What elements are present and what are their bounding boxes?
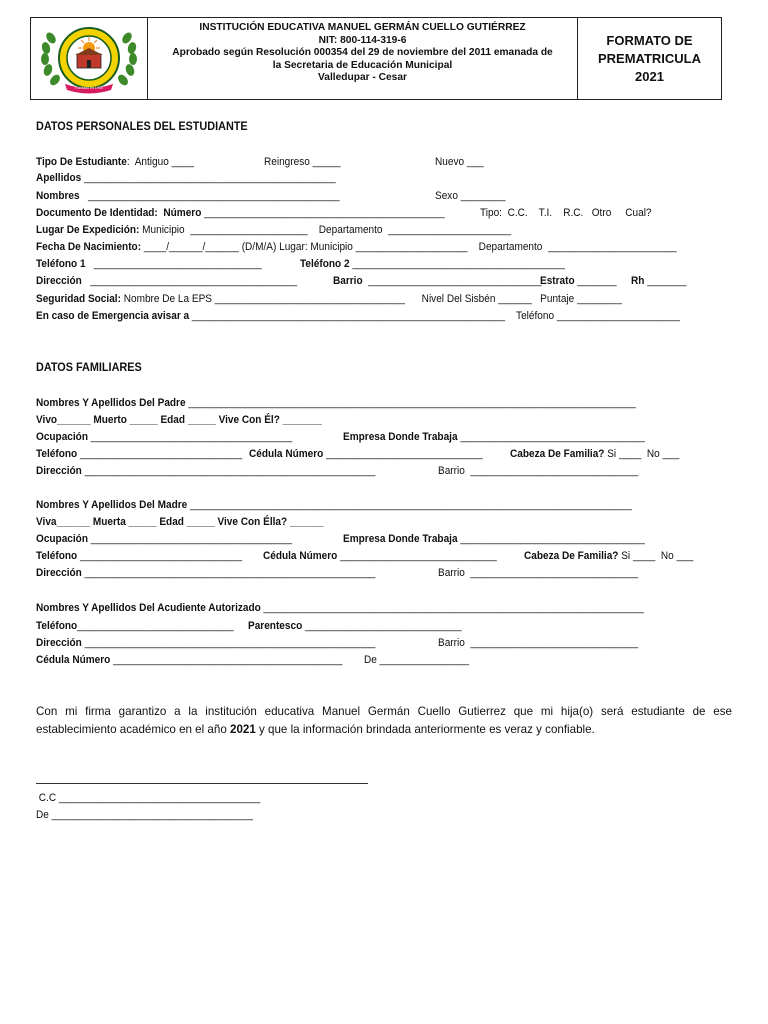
madre-name-line[interactable]: _______________________________________________________________________________ [187, 499, 632, 511]
madre-empresa-field[interactable] [343, 532, 645, 546]
student-type-label: Tipo De Estudiante [36, 156, 127, 168]
acudiente-direccion-label: Dirección [36, 637, 82, 649]
documento-field[interactable] [36, 206, 445, 220]
acudiente-cedula-line[interactable]: _________________________________________ [110, 654, 343, 666]
madre-direccion-field[interactable] [36, 566, 375, 580]
padre-name-label: Nombres Y Apellidos Del Padre [36, 397, 186, 409]
padre-cedula-field[interactable] [249, 447, 483, 461]
student-section-title: DATOS PERSONALES DEL ESTUDIANTE [36, 119, 248, 133]
student-type-antiguo[interactable]: : Antiguo ____ [126, 156, 194, 168]
madre-cabeza-label: Cabeza De Familia? [524, 550, 619, 562]
apellidos-field[interactable] [36, 171, 336, 185]
direccion-field[interactable] [36, 274, 297, 288]
madre-telefono-line[interactable]: _____________________________ [77, 550, 243, 562]
acudiente-telefono-field[interactable] [36, 619, 234, 633]
institution-nit: NIT: 800-114-319-6 [318, 34, 407, 46]
madre-barrio-field[interactable]: Barrio ______________________________ [438, 567, 639, 579]
madre-telefono-field[interactable] [36, 549, 242, 563]
direccion-line[interactable]: _____________________________________ [81, 275, 298, 287]
seguridad-social-label: Seguridad Social: [36, 293, 121, 305]
signature-cc-field[interactable]: C.C ____________________________________ [36, 792, 261, 804]
padre-ocupacion-line[interactable]: ____________________________________ [87, 431, 293, 443]
acudiente-name-line[interactable]: ____________________________________________________________________ [260, 602, 644, 614]
madre-cedula-line[interactable]: ____________________________ [337, 550, 497, 562]
padre-cabeza-options[interactable]: Si ____ No ___ [604, 448, 680, 460]
institution-name: INSTITUCIÓN EDUCATIVA MANUEL GERMÁN CUELLO GUTIÉRREZ [199, 22, 526, 33]
padre-status-row[interactable]: Vivo______ Muerto _____ Edad _____ Vive Con Él? _______ [36, 414, 322, 426]
emergencia-fields[interactable]: ________________________________________________________ Teléfono ______________________ [189, 310, 680, 322]
institution-info [148, 18, 578, 99]
seguridad-social-fields[interactable]: Nombre De La EPS __________________________________ Nivel Del Sisbén ______ Puntaje ________ [120, 293, 622, 305]
form-title [578, 18, 721, 99]
nombres-field[interactable] [36, 189, 340, 203]
madre-name-label: Nombres Y Apellidos Del Madre [36, 499, 188, 511]
padre-direccion-field[interactable] [36, 464, 375, 478]
padre-cedula-line[interactable]: ____________________________ [323, 448, 483, 460]
padre-empresa-field[interactable] [343, 430, 645, 444]
telefono-1-label: Teléfono 1 [36, 258, 86, 270]
acudiente-direccion-line[interactable]: ____________________________________________________ [81, 637, 376, 649]
padre-name-field[interactable] [36, 396, 636, 410]
document-type-options[interactable]: Tipo: C.C. T.I. R.C. Otro Cual? [480, 207, 652, 219]
form-header [30, 17, 722, 100]
padre-direccion-label: Dirección [36, 465, 82, 477]
fecha-nacimiento-row[interactable] [36, 240, 677, 254]
institution-location: Valledupar - Cesar [318, 72, 407, 84]
acudiente-direccion-field[interactable] [36, 636, 375, 650]
madre-direccion-line[interactable]: ____________________________________________________ [81, 567, 376, 579]
padre-name-line[interactable]: ________________________________________________________________________________ [185, 397, 636, 409]
barrio-line[interactable]: _______________________________ [362, 275, 542, 287]
emergencia-label: En caso de Emergencia avisar a [36, 310, 190, 322]
madre-cedula-field[interactable] [263, 549, 497, 563]
madre-cedula-label: Cédula Número [263, 550, 338, 562]
apellidos-label: Apellidos [36, 172, 82, 184]
lugar-expedicion-fields[interactable]: Municipio _____________________ Departamento ______________________ [139, 224, 512, 236]
nombres-line[interactable]: _____________________________________________ [79, 190, 340, 202]
madre-status-row[interactable]: Viva______ Muerta _____ Edad _____ Vive Con Élla? ______ [36, 516, 324, 528]
barrio-label: Barrio [333, 275, 363, 287]
school-logo [31, 18, 148, 99]
acudiente-telefono-label: Teléfono [36, 620, 78, 632]
seguridad-social-row[interactable] [36, 292, 622, 306]
madre-ocupacion-line[interactable]: ____________________________________ [87, 533, 293, 545]
signature-line[interactable] [36, 783, 368, 784]
student-type-reingreso[interactable]: Reingreso _____ [264, 156, 341, 168]
form-title-line-1: FORMATO DE [606, 32, 693, 48]
barrio-field[interactable] [333, 274, 542, 288]
estrato-label: Estrato [540, 275, 575, 287]
direccion-label: Dirección [36, 275, 82, 287]
resolution-line-1: Aprobado según Resolución 000354 del 29 de noviembre del 2011 emanada de [172, 47, 553, 59]
telefono-1-field[interactable] [36, 257, 262, 271]
fecha-nacimiento-label: Fecha De Nacimiento: [36, 241, 142, 253]
estrato-line[interactable]: _______ [574, 275, 617, 287]
rh-label: Rh [631, 275, 645, 287]
nombres-label: Nombres [36, 190, 80, 202]
madre-cabeza-options[interactable]: Si ____ No ___ [618, 550, 694, 562]
madre-empresa-label: Empresa Donde Trabaja [343, 533, 458, 545]
padre-empresa-label: Empresa Donde Trabaja [343, 431, 458, 443]
padre-ocupacion-label: Ocupación [36, 431, 88, 443]
form-year: 2021 [635, 68, 664, 84]
rh-line[interactable]: _______ [644, 275, 687, 287]
madre-telefono-label: Teléfono [36, 550, 78, 562]
documento-label: Documento De Identidad: Número [36, 207, 202, 219]
sexo-field[interactable]: Sexo ________ [435, 190, 506, 202]
padre-cabeza-label: Cabeza De Familia? [510, 448, 605, 460]
padre-barrio-field[interactable]: Barrio ______________________________ [438, 465, 639, 477]
padre-cedula-label: Cédula Número [249, 448, 324, 460]
signature-de-field[interactable]: De ____________________________________ [36, 809, 253, 821]
madre-ocupacion-label: Ocupación [36, 533, 88, 545]
school-crest-icon [31, 18, 147, 99]
emergencia-row[interactable] [36, 309, 680, 323]
madre-cabeza-familia[interactable] [524, 549, 693, 563]
padre-ocupacion-field[interactable] [36, 430, 292, 444]
family-section-title: DATOS FAMILIARES [36, 360, 142, 374]
telefono-2-line[interactable]: ______________________________________ [349, 258, 565, 270]
padre-direccion-line[interactable]: ____________________________________________________ [81, 465, 376, 477]
acudiente-name-field[interactable] [36, 601, 644, 615]
padre-cabeza-familia[interactable] [510, 447, 679, 461]
student-type-row[interactable] [36, 155, 194, 169]
madre-direccion-label: Dirección [36, 567, 82, 579]
consent-text-start: Con mi firma garantizo a la institución educativa Manuel Germán Cuello Gutierrez que mi hija(o) será estudiante de ese establecimiento académico en el año [36, 705, 732, 736]
acudiente-name-label: Nombres Y Apellidos Del Acudiente Autorizado [36, 602, 261, 614]
acudiente-cedula-label: Cédula Número [36, 654, 111, 666]
telefono-1-line[interactable]: ______________________________ [85, 258, 262, 270]
consent-text-end: y que la información brindada anteriormente es veraz y confiable. [255, 722, 595, 736]
rh-field[interactable] [631, 274, 686, 288]
acudiente-parentesco-field[interactable] [248, 619, 462, 633]
acudiente-parentesco-label: Parentesco [248, 620, 303, 632]
madre-empresa-line[interactable]: _________________________________ [457, 533, 645, 545]
padre-empresa-line[interactable]: _________________________________ [457, 431, 645, 443]
padre-telefono-line[interactable]: _____________________________ [77, 448, 243, 460]
telefono-2-field[interactable] [300, 257, 565, 271]
acudiente-telefono-line[interactable]: ____________________________ [77, 620, 234, 632]
telefono-2-label: Teléfono 2 [300, 258, 350, 270]
estrato-field[interactable] [540, 274, 617, 288]
form-title-line-2: PREMATRICULA [597, 50, 702, 66]
svg-text:Fundado en 1994: Fundado en 1994 [75, 86, 103, 90]
acudiente-cedula-field[interactable] [36, 653, 342, 667]
consent-year: 2021 [230, 722, 256, 736]
resolution-line-2: la Secretaria de Educación Municipal [272, 59, 453, 71]
lugar-expedicion-row[interactable] [36, 223, 511, 237]
apellidos-line[interactable]: _____________________________________________ [81, 172, 336, 184]
acudiente-barrio-field[interactable]: Barrio ______________________________ [438, 637, 639, 649]
consent-statement [36, 703, 732, 738]
padre-telefono-label: Teléfono [36, 448, 78, 460]
student-type-nuevo[interactable]: Nuevo ___ [435, 156, 484, 168]
padre-telefono-field[interactable] [36, 447, 242, 461]
lugar-expedicion-label: Lugar De Expedición: [36, 224, 140, 236]
documento-line[interactable]: ___________________________________________ [201, 207, 445, 219]
fecha-nacimiento-fields[interactable]: ____/______/______ (D/M/A) Lugar: Municipio ____________________ Departamento _______________________ [141, 241, 677, 253]
madre-ocupacion-field[interactable] [36, 532, 292, 546]
acudiente-cedula-de-field[interactable]: De ________________ [364, 654, 470, 666]
acudiente-parentesco-line[interactable]: ____________________________ [302, 620, 462, 632]
madre-name-field[interactable] [36, 498, 632, 512]
